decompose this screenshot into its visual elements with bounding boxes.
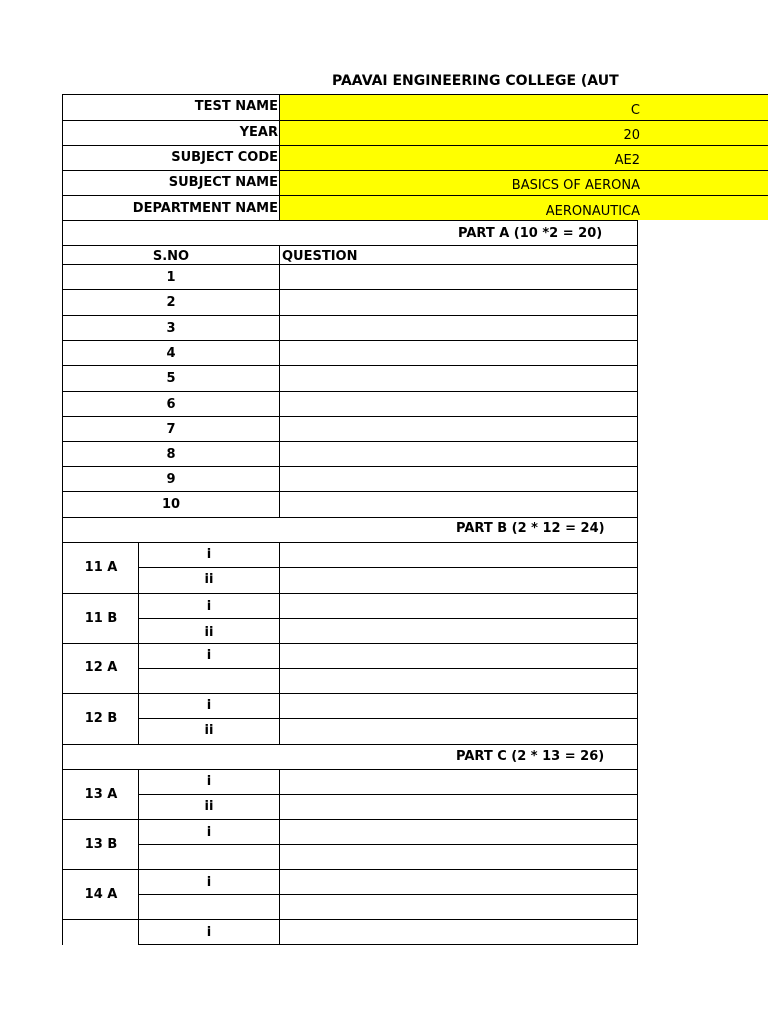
header-value-subject-code: AE2 xyxy=(614,154,640,167)
part-a-number: 5 xyxy=(166,372,176,385)
grid-line xyxy=(637,744,638,769)
header-value-test-name: C xyxy=(630,104,640,117)
grid-line xyxy=(62,744,638,745)
grid-line xyxy=(62,466,638,467)
grid-line xyxy=(62,195,280,196)
part-b-heading: PART B (2 * 12 = 24) xyxy=(456,522,605,535)
sub-question-label: ii xyxy=(204,573,214,586)
part-c-heading: PART C (2 * 13 = 26) xyxy=(456,750,605,763)
grid-line xyxy=(138,794,638,795)
grid-line xyxy=(62,145,280,146)
grid-line xyxy=(637,542,638,744)
grid-line xyxy=(637,220,638,245)
grid-line xyxy=(62,315,638,316)
grid-line xyxy=(138,542,139,744)
grid-line xyxy=(62,220,638,221)
grid-line xyxy=(62,769,638,770)
sub-question-label: i xyxy=(206,775,212,788)
part-a-number: 8 xyxy=(166,448,176,461)
part-a-number: 3 xyxy=(166,322,176,335)
part-a-heading: PART A (10 *2 = 20) xyxy=(458,227,603,240)
header-value-subject-name: BASICS OF AERONA xyxy=(511,179,640,192)
grid-line xyxy=(62,542,638,543)
sub-question-label: i xyxy=(206,926,212,939)
grid-line xyxy=(62,919,638,920)
header-label-test-name: TEST NAME xyxy=(194,100,278,113)
part-a-number: 10 xyxy=(161,498,181,511)
question-group-label: 12 B xyxy=(84,712,118,725)
part-a-number: 1 xyxy=(166,271,176,284)
header-label-department-name: DEPARTMENT NAME xyxy=(132,202,278,215)
question-group-label: 11 A xyxy=(84,561,118,574)
sub-question-label: i xyxy=(206,826,212,839)
question-group-label: 13 B xyxy=(84,838,118,851)
header-label-year: YEAR xyxy=(239,126,278,139)
grid-line xyxy=(62,869,638,870)
grid-line xyxy=(62,643,638,644)
grid-line xyxy=(62,94,63,945)
page-title: PAAVAI ENGINEERING COLLEGE (AUT xyxy=(332,74,619,88)
question-group-label: 13 A xyxy=(84,788,118,801)
sub-question-label: i xyxy=(206,548,212,561)
sub-question-label: ii xyxy=(204,626,214,639)
part-a-number: 2 xyxy=(166,296,176,309)
question-group-label: 12 A xyxy=(84,661,118,674)
grid-line xyxy=(62,120,280,121)
grid-line xyxy=(138,944,638,945)
part-a-number: 4 xyxy=(166,347,176,360)
part-a-number: 6 xyxy=(166,398,176,411)
grid-line xyxy=(62,819,638,820)
grid-line xyxy=(138,718,638,719)
grid-line xyxy=(62,365,638,366)
grid-line xyxy=(62,517,638,518)
sub-question-label: i xyxy=(206,699,212,712)
grid-line xyxy=(280,195,768,196)
sub-question-label: ii xyxy=(204,800,214,813)
sub-question-label: i xyxy=(206,649,212,662)
grid-line xyxy=(280,120,768,121)
grid-line xyxy=(138,894,638,895)
part-a-number: 7 xyxy=(166,423,176,436)
header-label-subject-code: SUBJECT CODE xyxy=(171,151,278,164)
question-group-label: 11 B xyxy=(84,612,118,625)
grid-line xyxy=(138,668,638,669)
grid-line xyxy=(62,340,638,341)
sub-question-label: ii xyxy=(204,724,214,737)
part-a-number: 9 xyxy=(166,473,176,486)
grid-line xyxy=(637,245,638,518)
grid-line xyxy=(62,289,638,290)
grid-line xyxy=(279,542,280,744)
column-header-sno: S.NO xyxy=(152,250,190,263)
grid-line xyxy=(62,94,280,95)
grid-line xyxy=(280,94,768,95)
question-group-label: 14 A xyxy=(84,888,118,901)
header-value-year: 20 xyxy=(623,129,640,142)
grid-line xyxy=(279,245,280,518)
grid-line xyxy=(62,170,280,171)
grid-line xyxy=(280,145,768,146)
grid-line xyxy=(637,517,638,542)
column-header-question: QUESTION xyxy=(282,250,358,263)
header-label-subject-name: SUBJECT NAME xyxy=(168,176,278,189)
grid-line xyxy=(138,567,638,568)
grid-line xyxy=(637,769,638,945)
grid-line xyxy=(62,593,638,594)
grid-line xyxy=(62,693,638,694)
grid-line xyxy=(62,245,638,246)
grid-line xyxy=(62,441,638,442)
grid-line xyxy=(279,769,280,945)
sub-question-label: i xyxy=(206,600,212,613)
grid-line xyxy=(138,844,638,845)
sub-question-label: i xyxy=(206,876,212,889)
grid-line xyxy=(62,491,638,492)
header-value-department-name: AERONAUTICA xyxy=(545,205,640,218)
grid-line xyxy=(62,416,638,417)
grid-line xyxy=(138,618,638,619)
grid-line xyxy=(138,769,139,945)
grid-line xyxy=(279,94,280,221)
grid-line xyxy=(62,264,638,265)
grid-line xyxy=(280,170,768,171)
grid-line xyxy=(62,391,638,392)
